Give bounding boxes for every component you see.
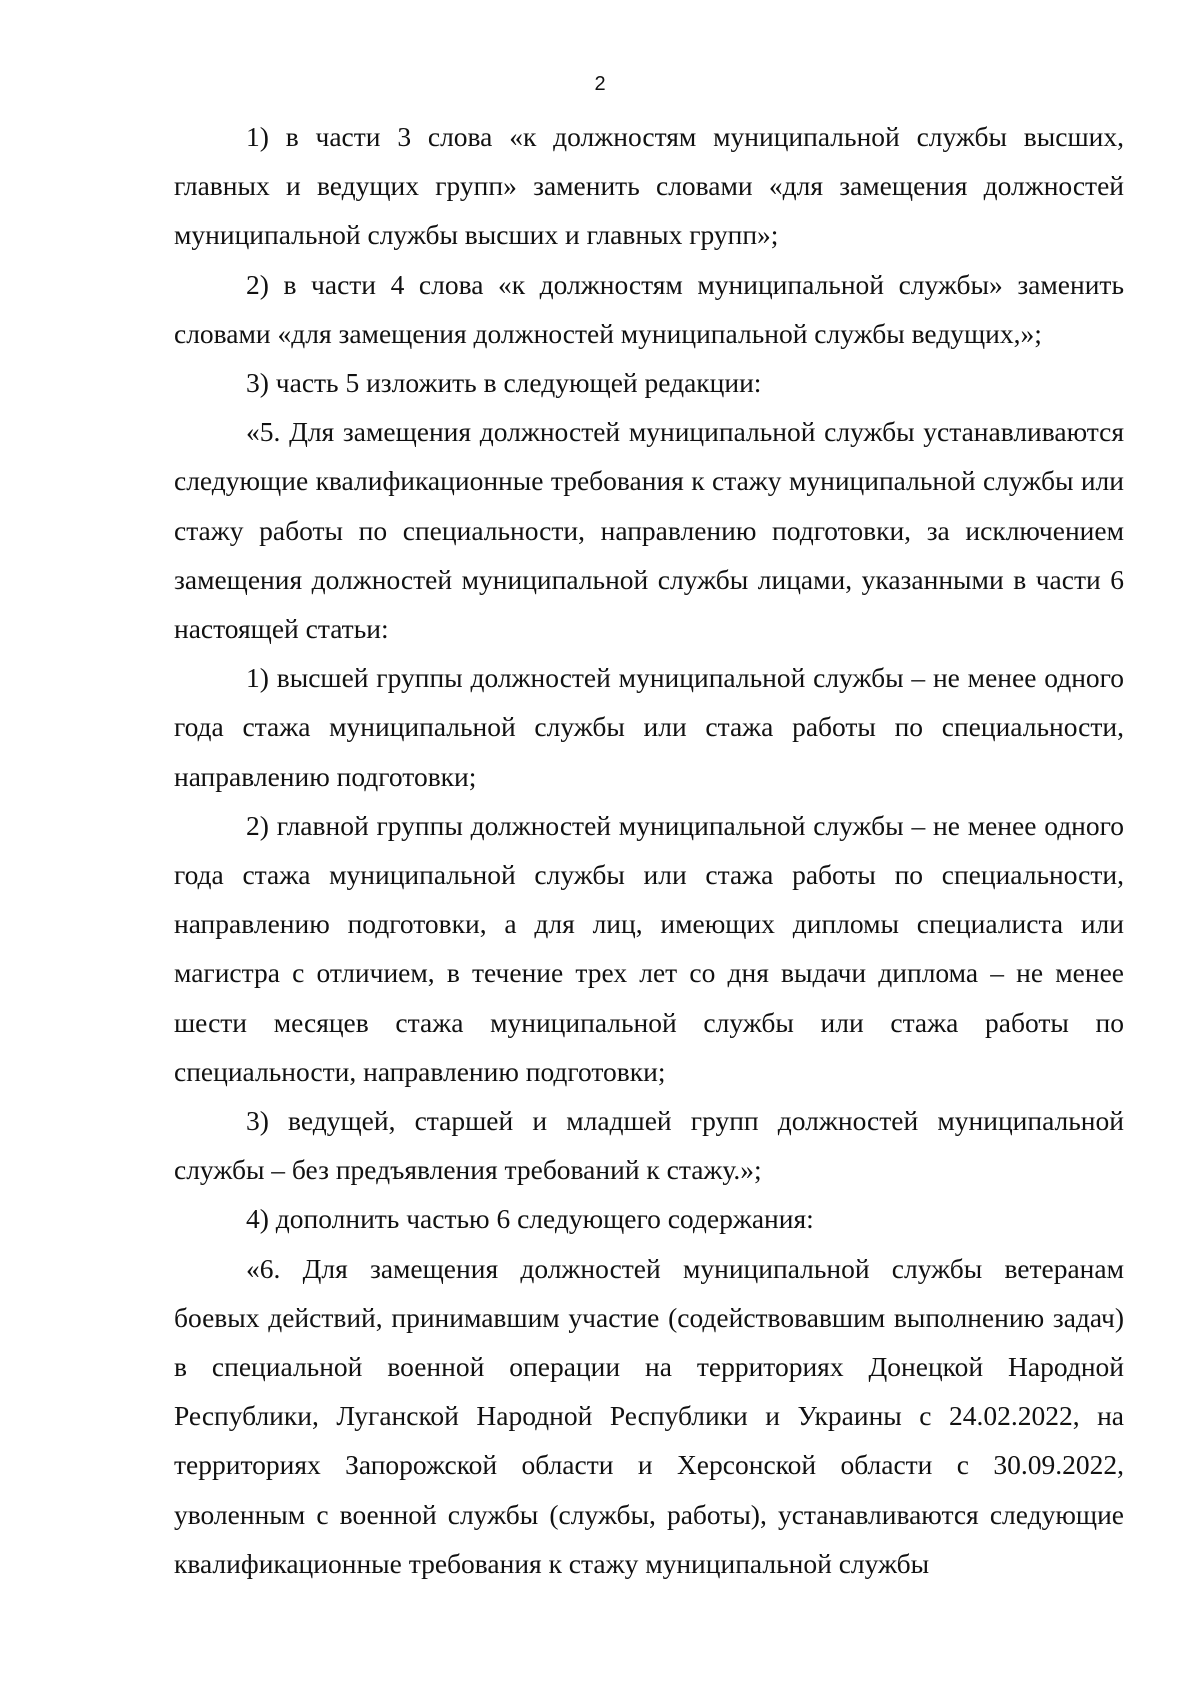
paragraph-part-5-item-2: 2) главной группы должностей муниципальной службы – не менее одного года стажа муниципальной службы или стажа работы по специальности, направлению подготовки, а для лиц, имеющих дипломы специалиста или магистра с отличием, в течение трех лет со дня выдачи диплома – не менее шести месяцев стажа муниципальной службы или стажа работы по специальности, направлению подготовки; [174,809,1124,1087]
paragraph-part-5-item-1: 1) высшей группы должностей муниципальной службы – не менее одного года стажа муниципальной службы или стажа работы по специальности, направлению подготовки; [174,662,1124,792]
paragraph-amendment-2: 2) в части 4 слова «к должностям муниципальной службы» заменить словами «для замещения должностей муниципальной службы ведущих,»; [174,268,1124,349]
paragraph-amendment-4: 4) дополнить частью 6 следующего содержания: [246,1203,814,1235]
paragraph-part-5-item-3: 3) ведущей, старшей и младшей групп должностей муниципальной службы – без предъявления требований к стажу.»; [174,1105,1124,1186]
paragraph-amendment-3: 3) часть 5 изложить в следующей редакции: [246,367,762,399]
page-number: 2 [594,73,606,95]
paragraph-part-6: «6. Для замещения должностей муниципальной службы ветеранам боевых действий, принимавшим участие (содействовавшим выполнению задач) в специальной военной операции на территориях Донецкой Народной Республики, Луганской Народной Республики и Украины с 24.02.2022, на территориях Запорожской области и Херсонской области с 30.09.2022, уволенным с военной службы (службы, работы), устанавливаются следующие квалификационные требования к стажу муниципальной службы [174,1252,1124,1579]
paragraph-amendment-1: 1) в части 3 слова «к должностям муниципальной службы высших, главных и ведущих групп» заменить словами «для замещения должностей муниципальной службы высших и главных групп»; [174,121,1124,251]
document-body [174,112,1124,1588]
paragraph-part-5: «5. Для замещения должностей муниципальной службы устанавливаются следующие квалификационные требования к стажу муниципальной службы или стажу работы по специальности, направлению подготовки, за исключением замещения должностей муниципальной службы лицами, указанными в части 6 настоящей статьи: [174,416,1124,645]
